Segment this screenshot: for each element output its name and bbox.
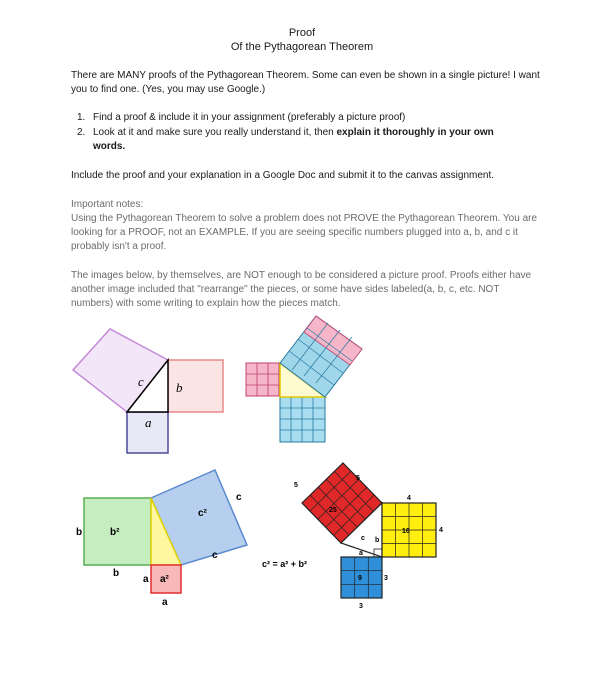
- fig3-label-b2: b²: [110, 527, 120, 538]
- step-2-number: 2.: [77, 127, 86, 138]
- fig3-label-c-bottom: c: [212, 550, 218, 561]
- page-title: Proof: [288, 27, 316, 39]
- fig2-pink-grid: [246, 363, 279, 396]
- fig4-label-16: 16: [402, 528, 410, 535]
- notes-heading: Important notes:: [71, 199, 144, 210]
- fig3-label-a-bottom: a: [162, 597, 168, 608]
- include-instruction: Include the proof and your explanation in a Google Doc and submit it to the canvas assignment.: [71, 170, 495, 181]
- fig1-label-b: b: [176, 380, 183, 395]
- fig4-label-c: c: [361, 535, 365, 542]
- fig3-label-c2: c²: [198, 508, 207, 519]
- fig4-label-5-left: 5: [294, 482, 298, 489]
- fig3-label-a2: a²: [160, 574, 169, 585]
- fig4-formula: c² = a² + b²: [262, 559, 308, 569]
- fig3-label-a-left: a: [143, 574, 149, 585]
- fig1-label-a: a: [145, 415, 152, 430]
- step-2-text: Look at it and make sure you really understand it, then: [93, 127, 337, 138]
- fig4-label-5-top: 5: [356, 475, 360, 482]
- fig4-label-9: 9: [358, 575, 362, 582]
- fig4-label-25: 25: [329, 507, 337, 514]
- fig4-label-b: b: [375, 537, 380, 544]
- images-note: The images below, by themselves, are NOT enough to be considered a picture proof. Proofs either have another image included that "rearrange" the pieces, or some have sides labeled(a, b, c, etc. NOT numbers) with some writing to explain how the pieces match.: [71, 270, 532, 309]
- fig4-label-a: a: [359, 550, 363, 557]
- fig2-cyan-grid: [280, 397, 325, 442]
- fig3-label-c-top: c: [236, 492, 242, 503]
- notes-body: Using the Pythagorean Theorem to solve a problem does not PROVE the Pythagorean Theorem. You are looking for a PROOF, not an EXAMPLE. If you are seeing specific numbers plugged into a, b, and c it probably isn't a proof.: [71, 213, 538, 252]
- fig1-label-c: c: [138, 374, 144, 389]
- figure-3-colored-squares: [76, 470, 247, 608]
- fig4-label-3-bottom: 3: [359, 603, 363, 610]
- fig4-label-4-top: 4: [407, 495, 411, 502]
- figure-4-numbered-squares: [262, 463, 443, 610]
- fig4-label-4-right: 4: [439, 527, 443, 534]
- intro-paragraph: There are MANY proofs of the Pythagorean Theorem. Some can even be shown in a single picture! I want you to find one. (Yes, you may use Google.): [71, 70, 540, 95]
- fig3-label-b-bottom: b: [113, 568, 120, 579]
- step-2-bold: explain it thoroughly in your own words.: [93, 127, 494, 152]
- fig4-label-3-right: 3: [384, 575, 388, 582]
- figure-2-grid-squares: [220, 273, 362, 442]
- fig3-label-b-left: b: [76, 527, 83, 538]
- figure-1-pythagorean-squares: [73, 329, 223, 453]
- page-subtitle: Of the Pythagorean Theorem: [230, 41, 374, 53]
- step-1-text: Find a proof & include it in your assignment (preferably a picture proof): [93, 112, 406, 123]
- step-1-number: 1.: [77, 112, 86, 123]
